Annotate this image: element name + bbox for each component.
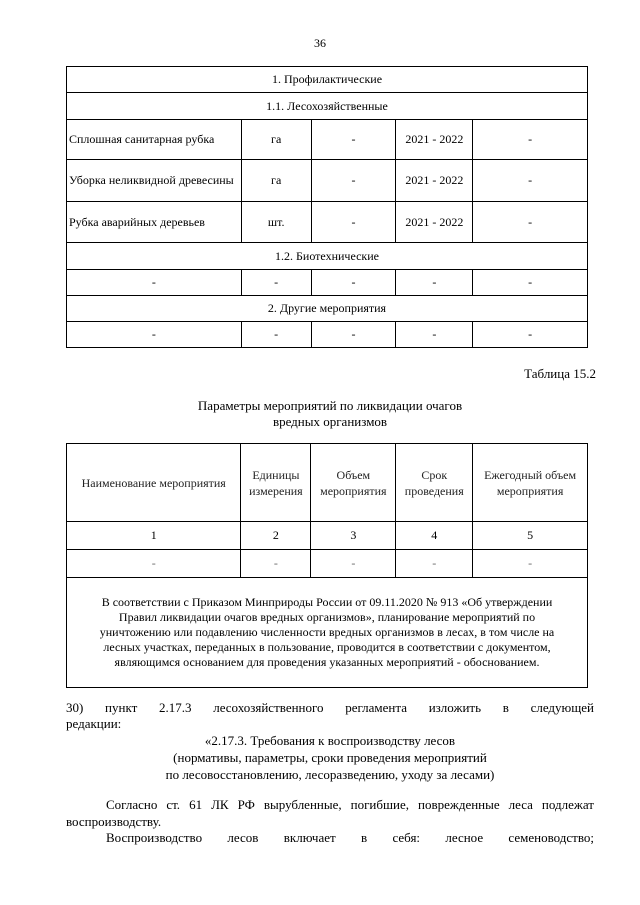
table-cell: - [241, 550, 311, 578]
measure-unit: га [241, 160, 311, 202]
paragraph-30-line-2: редакции: [66, 716, 122, 731]
table-cell: - [241, 322, 311, 348]
measure-name: Рубка аварийных деревьев [67, 202, 242, 243]
table-cell: - [311, 270, 396, 296]
table-row [67, 160, 588, 202]
measure-period: 2021 - 2022 [396, 120, 473, 160]
heading-line-3: по лесовосстановлению, лесоразведению, уходу за лесами) [165, 767, 495, 782]
column-number: 5 [473, 522, 588, 550]
section-2-title: 2. Другие мероприятия [67, 296, 588, 322]
measure-volume: - [311, 160, 396, 202]
table-cell: - [67, 270, 242, 296]
table-row [67, 202, 588, 243]
column-number: 3 [311, 522, 396, 550]
paragraph-30-line-1: 30) пункт 2.17.3 лесохозяйственного регламента изложить в следующей [66, 700, 594, 715]
measure-period: 2021 - 2022 [396, 160, 473, 202]
table-cell: - [396, 270, 473, 296]
measure-name: Уборка неликвидной древесины [67, 160, 242, 202]
column-number-row [67, 522, 588, 550]
header-units: Единицы измерения [241, 444, 311, 522]
measure-name: Сплошная санитарная рубка [67, 120, 242, 160]
paragraph-reproduction: Воспроизводство лесов включает в себя: лесное семеноводство; [106, 830, 594, 845]
header-period: Срок проведения [396, 444, 473, 522]
table-row [67, 120, 588, 160]
measure-volume: - [311, 120, 396, 160]
paragraph-art61-line-1: Согласно ст. 61 ЛК РФ вырубленные, погибшие, поврежденные леса подлежат [106, 797, 594, 812]
subsection-1-1-title: 1.1. Лесохозяйственные [67, 93, 588, 120]
table-row [67, 270, 588, 296]
subsection-1-2-title: 1.2. Биотехнические [67, 243, 588, 270]
column-number: 1 [67, 522, 241, 550]
page-number: 36 [314, 36, 326, 50]
heading-line-1: «2.17.3. Требования к воспроизводству лесов [204, 733, 456, 748]
column-number: 4 [396, 522, 473, 550]
header-volume: Объем мероприятия [311, 444, 396, 522]
table-cell: - [396, 550, 473, 578]
measure-annual: - [473, 202, 588, 243]
caption-line-2: вредных организмов [272, 414, 388, 429]
table-caption [130, 398, 530, 430]
table-cell: - [67, 322, 242, 348]
measure-annual: - [473, 160, 588, 202]
caption-line-1: Параметры мероприятий по ликвидации очагов [197, 398, 463, 413]
table-cell: - [473, 322, 588, 348]
table-row [67, 550, 588, 578]
table-header-row [67, 444, 588, 522]
measure-unit: шт. [241, 202, 311, 243]
measure-unit: га [241, 120, 311, 160]
header-measure-name: Наименование мероприятия [67, 444, 241, 522]
table-cell: - [473, 270, 588, 296]
table-cell: - [396, 322, 473, 348]
measure-volume: - [311, 202, 396, 243]
column-number: 2 [241, 522, 311, 550]
header-annual-volume: Ежегодный объем мероприятия [473, 444, 588, 522]
table-note: В соответствии с Приказом Минприроды России от 09.11.2020 № 913 «Об утверждении Правил ликвидации очагов вредных организмов», планирование мероприятий по уничтожению или подавлению численности вредных организмов в лесах, в том числе на лесных участках, переданных в пользование, проводится в соответствии с документом, являющимся основанием для проведения указанных мероприятий - обоснованием. [67, 578, 588, 688]
section-heading [66, 732, 594, 783]
forest-measures-table [66, 66, 588, 348]
table-cell: - [311, 322, 396, 348]
table-cell: - [311, 550, 396, 578]
table-cell: - [67, 550, 241, 578]
measure-annual: - [473, 120, 588, 160]
table-cell: - [473, 550, 588, 578]
measure-period: 2021 - 2022 [396, 202, 473, 243]
paragraph-art61-line-2: воспроизводству. [66, 814, 162, 829]
table-row [67, 322, 588, 348]
table-label: Таблица 15.2 [524, 366, 596, 381]
section-1-title: 1. Профилактические [67, 67, 588, 93]
heading-line-2: (нормативы, параметры, сроки проведения мероприятий [173, 750, 487, 765]
table-cell: - [241, 270, 311, 296]
pest-parameters-table [66, 443, 588, 688]
